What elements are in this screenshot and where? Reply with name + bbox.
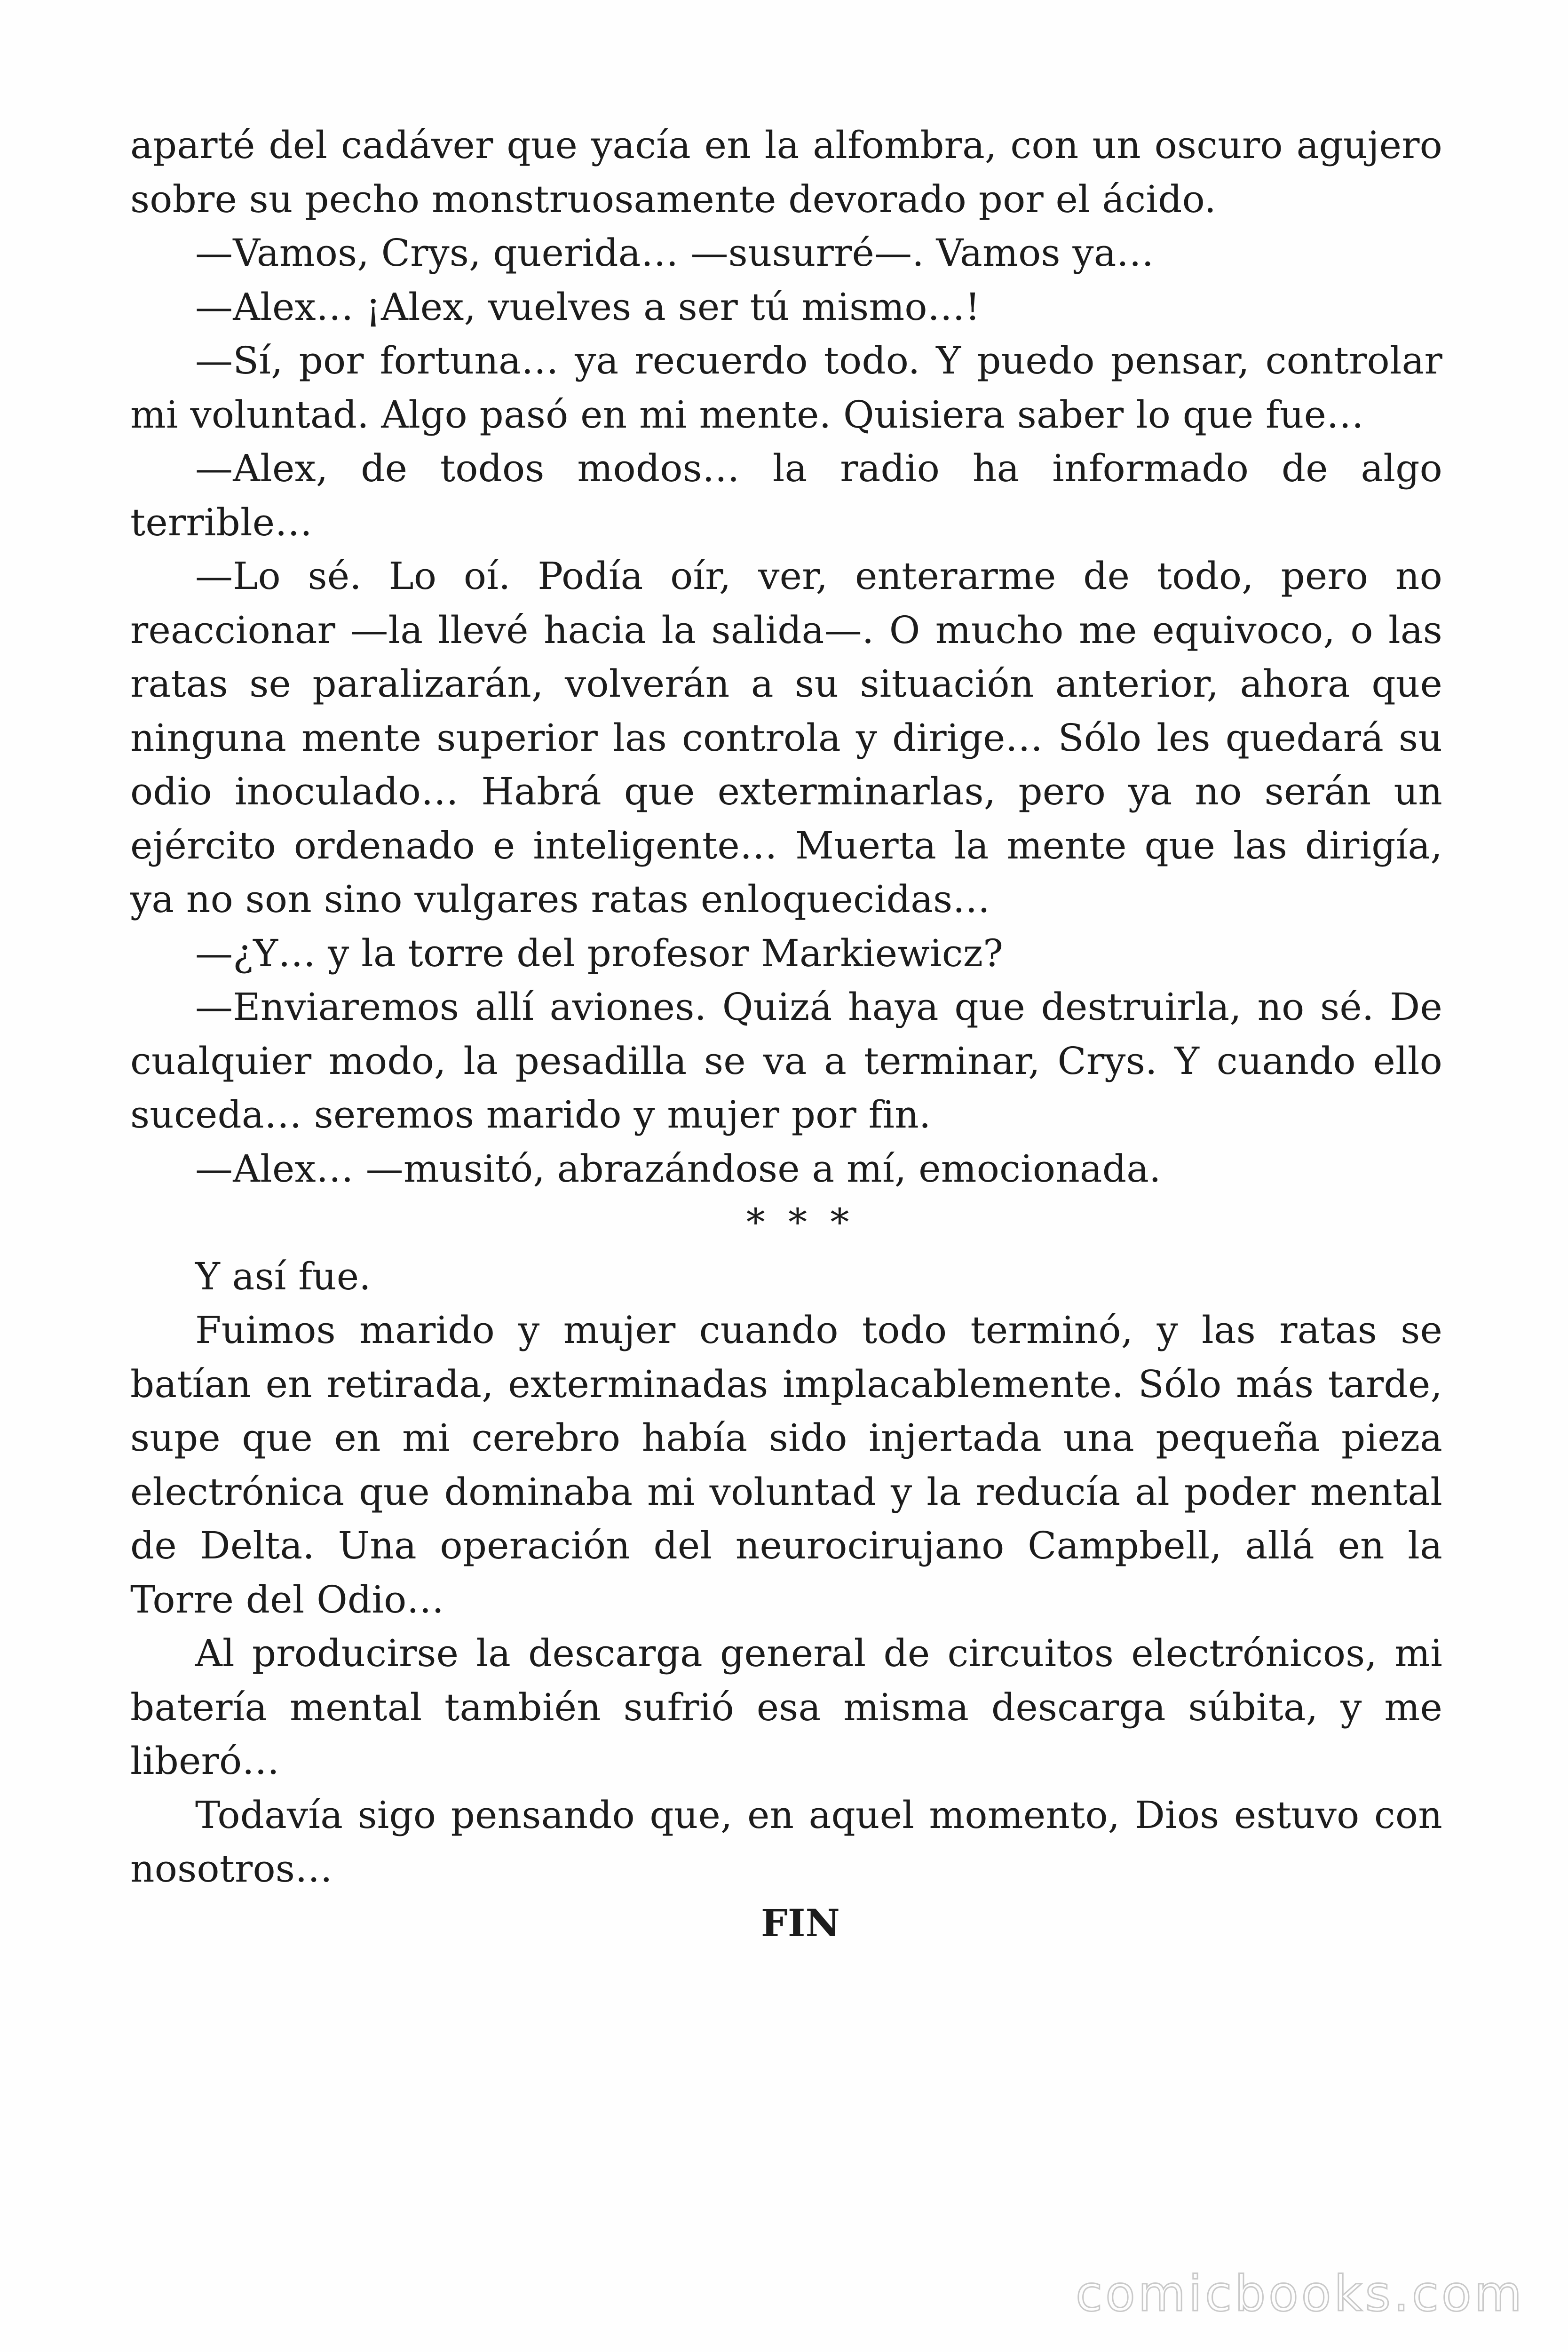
paragraph-dialogue: —Alex… ¡Alex, vuelves a ser tú mismo…! — [195, 285, 981, 329]
paragraph: Fuimos marido y mujer cuando todo terminó, y las ratas se batían en retirada, exterminadas implacablemente. Sólo más tarde, supe que en mi cerebro había sido injertada una pequeña pieza electrónica que dominaba mi voluntad y la reducía al poder mental de Delta. Una operación del neurocirujano Campbell, allá en la Torre del Odio… — [130, 1308, 1442, 1621]
paragraph-dialogue: —Alex, de todos modos… la radio ha informado de algo terrible… — [130, 446, 1442, 544]
paragraph-dialogue: —Sí, por fortuna… ya recuerdo todo. Y puedo pensar, controlar mi voluntad. Algo pasó en mi mente. Quisiera saber lo que fue… — [130, 339, 1442, 437]
scene-separator: * * * — [746, 1200, 855, 1244]
paragraph-continuation: aparté del cadáver que yacía en la alfombra, con un oscuro agujero sobre su pecho monstruosamente devorado por el ácido. — [130, 123, 1442, 221]
paragraph: Y así fue. — [195, 1254, 371, 1298]
paragraph-dialogue: —Vamos, Crys, querida… —susurré—. Vamos ya… — [195, 231, 1154, 275]
watermark: comicbooks.com — [1075, 2265, 1525, 2322]
paragraph-dialogue: —Enviaremos allí aviones. Quizá haya que destruirla, no sé. De cualquier modo, la pesadilla se va a terminar, Crys. Y cuando ello suceda… seremos marido y mujer por fin. — [130, 985, 1442, 1136]
paragraph-dialogue: —Alex… —musitó, abrazándose a mí, emocionada. — [195, 1146, 1161, 1191]
paragraph-dialogue: —Lo sé. Lo oí. Podía oír, ver, enterarme de todo, pero no reaccionar —la llevé hacia la salida—. O mucho me equivoco, o las ratas se paralizarán, volverán a su situación anterior, ahora que ninguna mente superior las controla y dirige… Sólo les quedará su odio inoculado… Habrá que exterminarlas, pero ya no serán un ejército ordenado e inteligente… Muerta la mente que las dirigía, ya no son sino vulgares ratas enloquecidas… — [130, 554, 1442, 921]
end-mark: FIN — [761, 1900, 840, 1945]
body-text — [130, 119, 1442, 1950]
paragraph-dialogue: —¿Y… y la torre del profesor Markiewicz? — [195, 931, 1004, 975]
paragraph: Al producirse la descarga general de circuitos electrónicos, mi batería mental también sufrió esa misma descarga súbita, y me liberó… — [130, 1631, 1442, 1783]
paragraph: Todavía sigo pensando que, en aquel momento, Dios estuvo con nosotros… — [130, 1793, 1442, 1891]
